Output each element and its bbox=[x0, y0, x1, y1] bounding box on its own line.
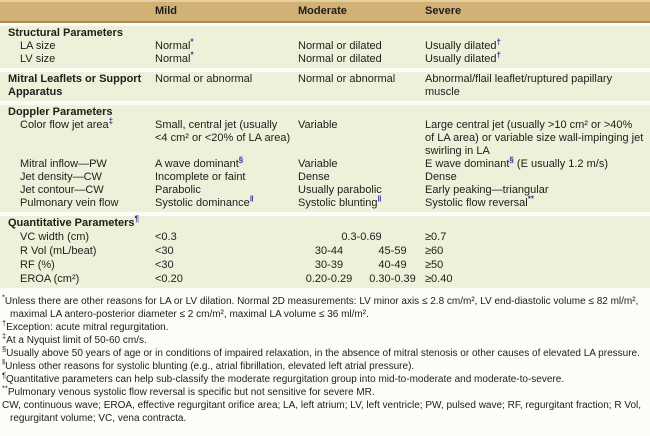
footnote-marker: † bbox=[2, 318, 7, 328]
table-row-eroa bbox=[0, 272, 650, 286]
cell-severe: ≥50 bbox=[425, 259, 444, 271]
footnote-text: Usually above 50 years of age or in conditions of impaired relaxation, in the absence of mitral stenosis or other causes of elevated LA pressure. bbox=[6, 348, 640, 359]
cell-moderate: Usually parabolic bbox=[298, 184, 382, 196]
footnote-text: Quantitative parameters can help sub-classify the moderate regurgitation group into mid-to-moderate and moderate-to-severe. bbox=[6, 374, 565, 385]
row-label: LV size bbox=[20, 53, 56, 65]
cell-mild: <0.3 bbox=[155, 231, 177, 243]
footnote-double-asterisk bbox=[2, 383, 646, 399]
section-title: Quantitative Parameters¶ bbox=[8, 214, 140, 229]
cell-mild-to-moderate: 30-44 bbox=[314, 245, 344, 257]
section-doppler-parameters bbox=[0, 105, 650, 212]
footnotes bbox=[0, 292, 650, 425]
table-row-jet-density-cw bbox=[0, 171, 650, 184]
cell-mild: Systolic dominance‖ bbox=[155, 194, 254, 209]
row-label: Mitral Leaflets or Support Apparatus bbox=[8, 73, 142, 98]
footnote-text: Pulmonary venous systolic flow reversal is specific but not sensitive for severe MR. bbox=[7, 387, 375, 398]
cell-mild: Normal or abnormal bbox=[155, 73, 253, 85]
cell-mild: <0.20 bbox=[155, 273, 183, 285]
row-label: VC width (cm) bbox=[20, 231, 90, 243]
table-row-vc-width bbox=[0, 230, 650, 244]
cell-severe: Abnormal/flail leaflet/ruptured papillary muscle bbox=[425, 73, 613, 98]
table-header-row bbox=[0, 0, 650, 23]
footnote-marker: * bbox=[2, 292, 5, 302]
table-row-color-flow-jet-area bbox=[0, 116, 650, 158]
footnote-marker: § bbox=[2, 344, 7, 354]
section-title: Structural Parameters bbox=[8, 27, 123, 39]
cell-mild: A wave dominant§ bbox=[155, 155, 244, 170]
cell-severe: ≥60 bbox=[425, 245, 444, 257]
cell-severe: E wave dominant§ (E usually 1.2 m/s) bbox=[425, 155, 608, 170]
footnote-abbreviations bbox=[2, 399, 646, 425]
footnote-text: Exception: acute mitral regurgitation. bbox=[6, 322, 169, 333]
footnote-pilcrow bbox=[2, 370, 646, 386]
cell-severe: Dense bbox=[425, 171, 457, 183]
footnote-dagger bbox=[2, 318, 646, 334]
cell-mild: <30 bbox=[155, 259, 174, 271]
cell-severe: Usually dilated† bbox=[425, 37, 501, 52]
header-empty-cell bbox=[0, 5, 155, 18]
table-row-lv-size bbox=[0, 50, 650, 66]
cell-moderate: Variable bbox=[298, 119, 338, 131]
cell-severe: ≥0.7 bbox=[425, 231, 447, 243]
row-label: EROA (cm²) bbox=[20, 273, 80, 285]
section-mitral-leaflets bbox=[0, 72, 650, 101]
cell-moderate-to-severe: 45-59 bbox=[378, 245, 407, 257]
row-label: Jet density—CW bbox=[20, 171, 102, 183]
footnote-text: CW, continuous wave; EROA, effective regurgitant orifice area; LA, left atrium; LV, left ventricle; PW, pulsed wave; RF, regurgitant fraction; R Vol, regurgitant volume; VC, vena contracta. bbox=[2, 400, 641, 424]
footnote-marker: ** bbox=[2, 383, 8, 393]
cell-mild: Small, central jet (usually <4 cm² or <20% of LA area) bbox=[155, 119, 291, 144]
cell-moderate: Normal or dilated bbox=[298, 53, 382, 65]
cell-mild: <30 bbox=[155, 245, 174, 257]
table-row-rf bbox=[0, 258, 650, 272]
section-quantitative-parameters bbox=[0, 216, 650, 288]
cell-mild-to-moderate: 30-39 bbox=[314, 259, 344, 271]
footnote-asterisk bbox=[2, 292, 646, 321]
cell-moderate: Normal or abnormal bbox=[298, 73, 396, 85]
table-row-jet-contour-cw bbox=[0, 184, 650, 197]
row-label: Jet contour—CW bbox=[20, 184, 104, 196]
cell-severe: Systolic flow reversal** bbox=[425, 194, 534, 209]
footnote-marker: ‖ bbox=[2, 357, 6, 367]
footnote-text: Unless other reasons for systolic blunting (e.g., atrial fibrillation, elevated left atrial pressure). bbox=[5, 361, 415, 372]
column-header-moderate: Moderate bbox=[298, 5, 347, 17]
table-row-la-size bbox=[0, 37, 650, 53]
cell-moderate: Dense bbox=[298, 171, 330, 183]
table-row-r-vol bbox=[0, 244, 650, 258]
row-label: LA size bbox=[20, 40, 56, 52]
footnote-double-dagger bbox=[2, 331, 646, 347]
cell-moderate: Normal or dilated bbox=[298, 40, 382, 52]
cell-mild: Normal* bbox=[155, 37, 194, 52]
cell-severe: Large central jet (usually >10 cm² or >40% of LA area) or variable size wall-impinging jet swirling in LA bbox=[425, 119, 644, 157]
cell-moderate-to-severe: 40-49 bbox=[378, 259, 407, 271]
row-label: R Vol (mL/beat) bbox=[20, 245, 97, 257]
cell-moderate: Variable bbox=[298, 158, 338, 170]
row-label: Mitral inflow—PW bbox=[20, 158, 107, 170]
footnote-marker: ‡ bbox=[2, 331, 7, 341]
column-header-mild: Mild bbox=[155, 5, 177, 17]
cell-severe: Early peaking—triangular bbox=[425, 184, 549, 196]
row-label: RF (%) bbox=[20, 259, 55, 271]
footnote-section-sign bbox=[2, 344, 646, 360]
row-label: Color flow jet area‡ bbox=[20, 116, 114, 131]
cell-moderate-to-severe: 0.30-0.39 bbox=[369, 273, 416, 285]
cell-mild: Normal* bbox=[155, 50, 194, 65]
section-title: Doppler Parameters bbox=[8, 106, 113, 118]
cell-mild: Incomplete or faint bbox=[155, 171, 246, 183]
cell-mild: Parabolic bbox=[155, 184, 201, 196]
table-row-mitral-leaflets bbox=[0, 73, 650, 99]
footnote-marker: ¶ bbox=[2, 370, 7, 380]
footnote-text: At a Nyquist limit of 50-60 cm/s. bbox=[6, 335, 147, 346]
cell-severe: Usually dilated† bbox=[425, 50, 501, 65]
table-row-pulmonary-vein-flow bbox=[0, 194, 650, 210]
column-header-severe: Severe bbox=[425, 5, 462, 17]
cell-moderate: Systolic blunting‖ bbox=[298, 194, 382, 209]
footnote-text: Unless there are other reasons for LA or LV dilation. Normal 2D measurements: LV minor axis ≤ 2.8 cm/m², LV end-diastolic volume ≤ 82 ml/m², maximal LA antero-posterior diameter ≤ 2 cm/m², maximal LA volume ≤ 36 ml/m². bbox=[4, 296, 639, 320]
footnote-double-bar bbox=[2, 357, 646, 373]
section-structural-parameters bbox=[0, 26, 650, 68]
cell-mild-to-moderate: 0.20-0.29 bbox=[305, 273, 353, 285]
cell-severe: ≥0.40 bbox=[425, 273, 453, 285]
table-row-mitral-inflow-pw bbox=[0, 155, 650, 171]
cell-moderate-range: 0.3-0.69 bbox=[341, 231, 382, 243]
row-label: Pulmonary vein flow bbox=[20, 197, 119, 209]
